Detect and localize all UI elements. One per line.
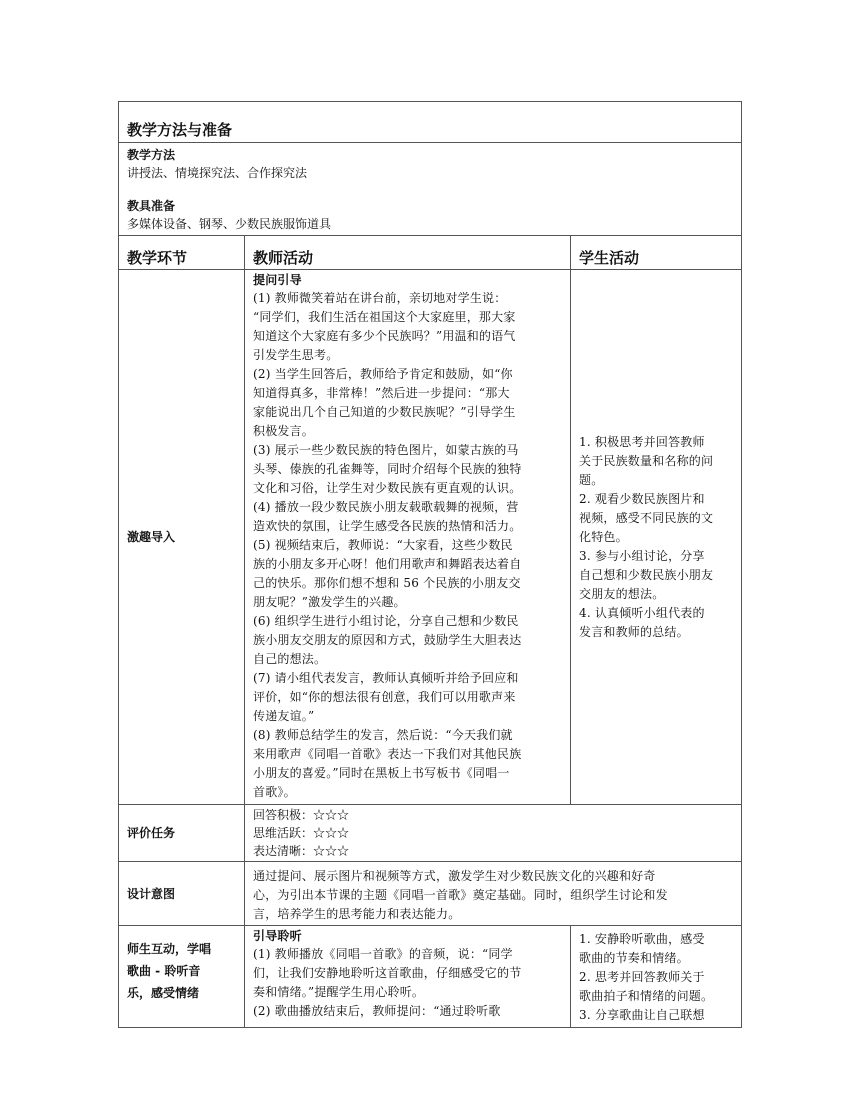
methods-heading: 教学方法	[127, 148, 176, 162]
teacher-line: (5) 视频结束后，教师说：“大家看，这些少数民	[253, 538, 513, 552]
teacher-line: 奏和情绪。”提醒学生用心聆听。	[253, 985, 425, 999]
design-line: 心，为引出本节课的主题《同唱一首歌》奠定基础。同时，组织学生讨论和发	[253, 888, 668, 902]
teacher-activity-listen	[245, 926, 571, 1028]
evaluation-item: 思维活跃：☆☆☆	[253, 826, 350, 840]
listen-row	[119, 926, 742, 1028]
section-title: 教学方法与准备	[127, 121, 233, 139]
teacher-line: (2) 当学生回答后，教师给予肯定和鼓励，如“你	[253, 367, 513, 381]
stage-line: 乐，感受情绪	[127, 986, 200, 1000]
design-content	[245, 862, 742, 926]
teacher-line: 知道这个大家庭有多少个民族吗？”用温和的语气	[253, 329, 516, 343]
teacher-line: 积极发言。	[253, 424, 315, 438]
column-header-row	[119, 236, 742, 270]
evaluation-row	[119, 805, 742, 862]
teacher-line: 朋友呢？”激发学生的兴趣。	[253, 595, 406, 609]
intro-row	[119, 270, 742, 805]
student-line: 4. 认真倾听小组代表的	[579, 605, 705, 620]
teacher-line: 首歌》。	[253, 785, 296, 799]
evaluation-item: 回答积极：☆☆☆	[253, 808, 350, 822]
teacher-line: 传递友谊。”	[253, 709, 315, 723]
teacher-line: 家能说出几个自己知道的少数民族呢？”引导学生	[253, 405, 516, 419]
teacher-line: 评价，如“你的想法很有创意，我们可以用歌声来	[253, 690, 516, 704]
student-line: 关于民族数量和名称的问	[579, 453, 714, 468]
stage-line: 歌曲 - 聆听音	[127, 964, 201, 978]
design-line: 通过提问、展示图片和视频等方式，激发学生对少数民族文化的兴趣和好奇	[253, 869, 656, 883]
teacher-line: 头琴、傣族的孔雀舞等，同时介绍每个民族的独特	[253, 462, 522, 476]
header-stage: 教学环节	[119, 236, 245, 270]
student-line: 题。	[579, 472, 604, 487]
design-label: 设计意图	[119, 862, 245, 926]
teacher-line: (4) 播放一段少数民族小朋友载歌载舞的视频，营	[253, 500, 519, 514]
student-activity-intro	[571, 270, 742, 805]
design-lines	[253, 867, 735, 924]
student-line: 3. 参与小组讨论，分享	[579, 548, 705, 563]
teacher-line: (2) 歌曲播放结束后，教师提问：“通过聆听歌	[253, 1004, 501, 1018]
teacher-lines-intro	[253, 289, 564, 802]
evaluation-item: 表达清晰：☆☆☆	[253, 844, 350, 858]
section-title-cell	[119, 102, 742, 143]
stage-intro: 激趣导入	[119, 270, 245, 805]
teacher-line: 造欢快的氛围，让学生感受各民族的热情和活力。	[253, 519, 522, 533]
teacher-line: 小朋友的喜爱。”同时在黑板上书写板书《同唱一	[253, 766, 510, 780]
teacher-line: 自己的想法。	[253, 652, 327, 666]
evaluation-items	[245, 805, 742, 862]
student-line: 2. 观看少数民族图片和	[579, 491, 705, 506]
student-line: 交朋友的想法。	[579, 586, 665, 601]
student-line: 1. 积极思考并回答教师	[579, 434, 705, 449]
student-line: 歌曲的节奏和情绪。	[579, 951, 689, 965]
header-student: 学生活动	[571, 236, 742, 270]
methods-row	[119, 143, 742, 236]
teacher-line: (3) 展示一些少数民族的特色图片，如蒙古族的马	[253, 443, 519, 457]
methods-cell	[119, 143, 742, 236]
student-lines-listen	[579, 930, 735, 1025]
tools-content: 多媒体设备、钢琴、少数民族服饰道具	[127, 217, 332, 231]
header-teacher: 教师活动	[245, 236, 571, 270]
student-line: 歌曲拍子和情绪的问题。	[579, 989, 714, 1003]
teacher-line: 文化和习俗，让学生对少数民族有更直观的认识。	[253, 481, 522, 495]
student-line: 2. 思考并回答教师关于	[579, 970, 705, 984]
teacher-heading-intro: 提问引导	[253, 273, 302, 287]
teacher-line: “同学们，我们生活在祖国这个大家庭里，那大家	[253, 310, 516, 324]
student-lines-intro	[579, 433, 735, 642]
teacher-line: 来用歌声《同唱一首歌》表达一下我们对其他民族	[253, 747, 522, 761]
stage-listen	[119, 926, 245, 1028]
section-title-row	[119, 102, 742, 143]
student-line: 3. 分享歌曲让自己联想	[579, 1008, 705, 1022]
teacher-line: (1) 教师微笑着站在讲台前，亲切地对学生说：	[253, 291, 507, 305]
teacher-line: 引发学生思考。	[253, 348, 339, 362]
teacher-line: (7) 请小组代表发言，教师认真倾听并给予回应和	[253, 671, 519, 685]
lesson-plan-document	[118, 101, 741, 1028]
teacher-line: 知道得真多，非常棒！”然后进一步提问：“那大	[253, 386, 510, 400]
teacher-activity-intro	[245, 270, 571, 805]
teacher-line: (1) 教师播放《同唱一首歌》的音频，说：“同学	[253, 947, 513, 961]
teacher-line: (8) 教师总结学生的发言，然后说：“今天我们就	[253, 728, 513, 742]
teacher-line: 己的快乐。那你们想不想和 56 个民族的小朋友交	[253, 576, 521, 590]
student-line: 1. 安静聆听歌曲，感受	[579, 932, 705, 946]
student-activity-listen	[571, 926, 742, 1028]
lesson-plan-table	[118, 101, 742, 1028]
student-line: 自己想和少数民族小朋友	[579, 567, 714, 582]
stage-listen-lines	[127, 938, 238, 1004]
design-row	[119, 862, 742, 926]
teacher-lines-listen	[253, 945, 564, 1021]
stage-line: 师生互动，学唱	[127, 942, 212, 956]
methods-content: 讲授法、情境探究法、合作探究法	[127, 166, 308, 180]
design-line: 言，培养学生的思考能力和表达能力。	[253, 907, 461, 921]
tools-heading: 教具准备	[127, 199, 176, 213]
evaluation-label: 评价任务	[119, 805, 245, 862]
teacher-line: 族小朋友交朋友的原因和方式，鼓励学生大胆表达	[253, 633, 522, 647]
teacher-line: (6) 组织学生进行小组讨论，分享自己想和少数民	[253, 614, 519, 628]
teacher-line: 族的小朋友多开心呀！他们用歌声和舞蹈表达着自	[253, 557, 522, 571]
student-line: 化特色。	[579, 529, 628, 544]
student-line: 发言和教师的总结。	[579, 624, 689, 639]
student-line: 视频，感受不同民族的文	[579, 510, 714, 525]
teacher-heading-listen: 引导聆听	[253, 929, 302, 943]
teacher-line: 们，让我们安静地聆听这首歌曲，仔细感受它的节	[253, 966, 522, 980]
